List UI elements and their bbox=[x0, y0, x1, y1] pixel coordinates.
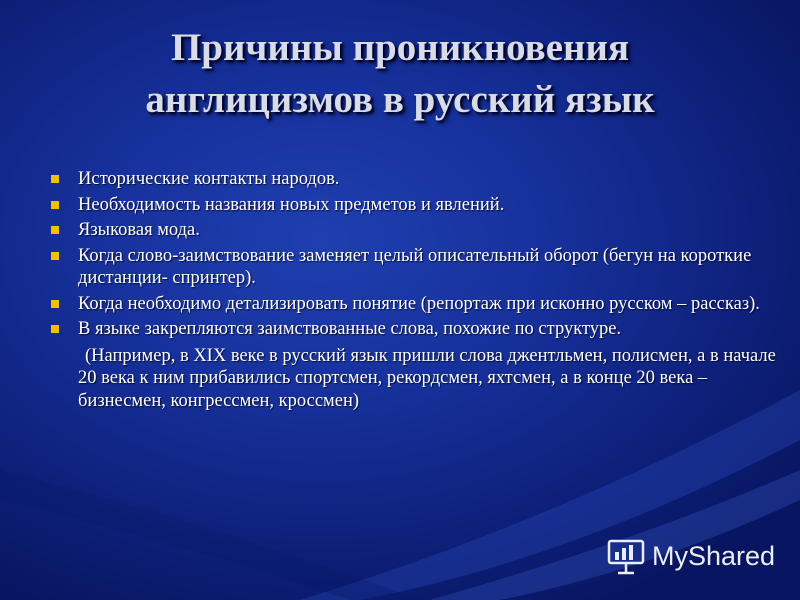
bullet-item bbox=[48, 219, 788, 242]
square-bullet-icon bbox=[51, 201, 59, 209]
bullet-text: Когда необходимо детализировать понятие (репортаж при исконно русском – рассказ). bbox=[78, 293, 760, 314]
slide-title-line-2: англицизмов в русский язык bbox=[145, 78, 655, 121]
bullet-text: Языковая мода. bbox=[78, 220, 200, 240]
bullet-text: В языке закрепляются заимствованные слова, похожие по структуре. bbox=[78, 319, 622, 339]
slide-title bbox=[0, 22, 800, 126]
slide-title-line-1: Причины проникновения bbox=[170, 26, 630, 69]
bullet-item bbox=[48, 194, 788, 217]
logo-text: MyShared bbox=[652, 540, 776, 571]
square-bullet-icon bbox=[51, 300, 59, 308]
square-bullet-icon bbox=[51, 226, 59, 234]
square-bullet-icon bbox=[51, 175, 59, 183]
bullet-text: Необходимость названия новых предметов и явлений. bbox=[78, 194, 505, 215]
square-bullet-icon bbox=[51, 252, 59, 260]
bullet-item bbox=[48, 318, 788, 341]
bullet-item bbox=[48, 245, 788, 290]
presentation-board-icon bbox=[606, 536, 646, 576]
square-bullet-icon bbox=[51, 325, 59, 333]
bullet-item bbox=[48, 293, 788, 316]
examples-note: (Например, в XIX веке в русский язык пришли слова джентльмен, полисмен, а в начале 20 века к ним прибавились спортсмен, рекордсмен, яхтсмен, а в конце 20 века – бизнесмен, конгрессмен, кроссмен) bbox=[78, 345, 776, 411]
bullet-list bbox=[48, 168, 788, 412]
bullet-text: Когда слово-заимствование заменяет целый описательный оборот (бегун на короткие дистанции- спринтер). bbox=[78, 245, 752, 288]
bullet-item bbox=[48, 168, 788, 191]
bullet-text: Исторические контакты народов. bbox=[78, 169, 340, 189]
myshared-logo[interactable] bbox=[606, 536, 775, 576]
